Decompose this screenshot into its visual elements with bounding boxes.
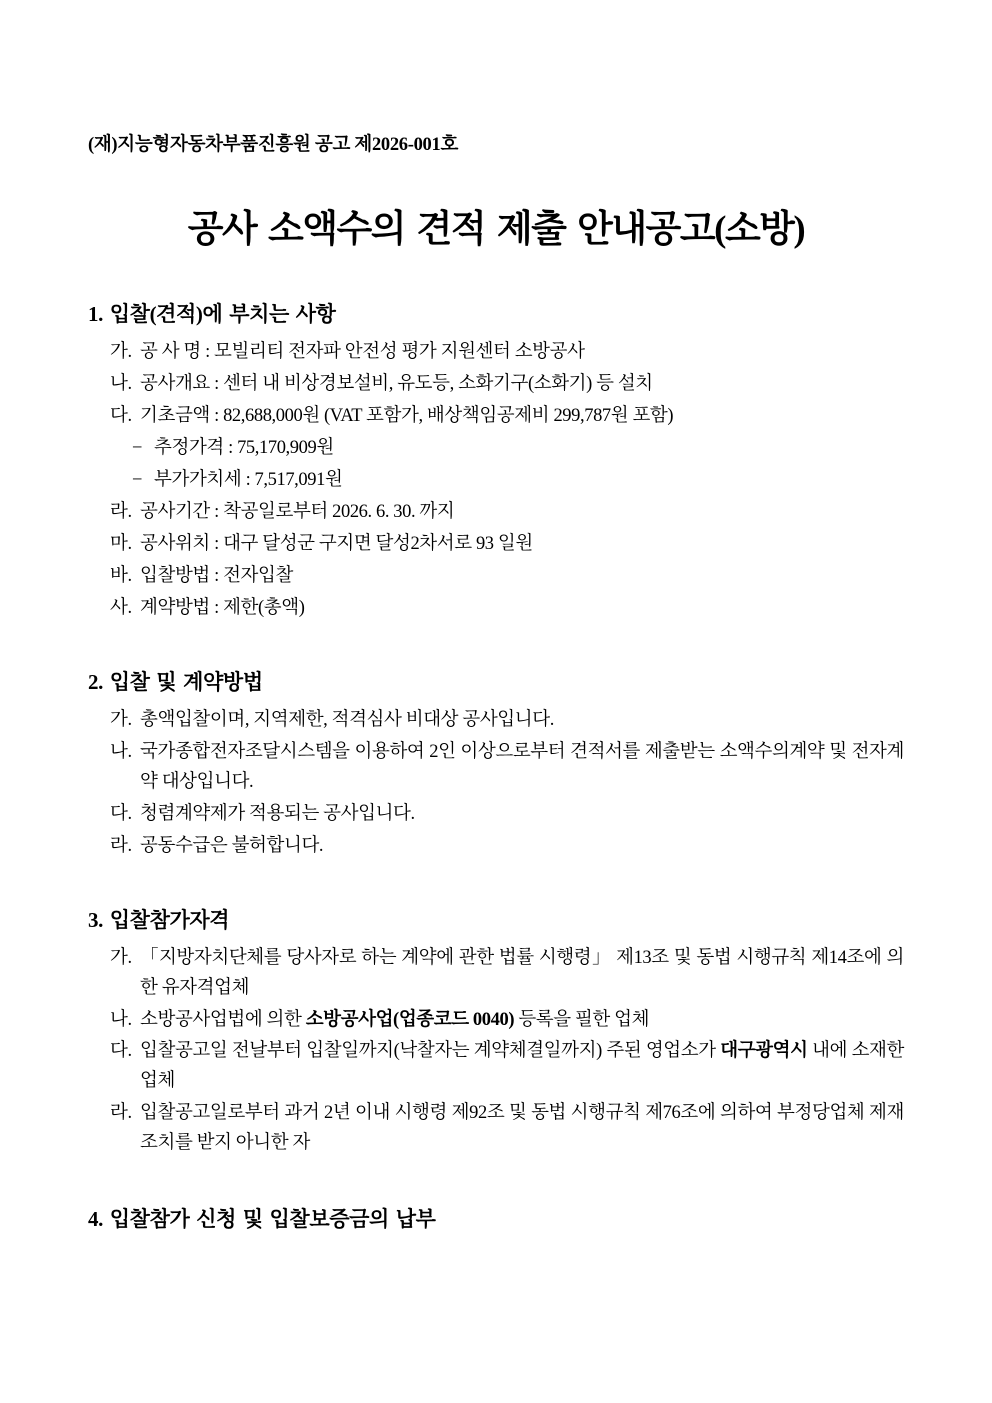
section-4-heading: 4. 입찰참가 신청 및 입찰보증금의 납부: [88, 1207, 436, 1232]
list-text: 입찰공고일로부터 과거 2년 이내 시행령 제92조 및 동법 시행규칙 제76조에 의하여 부정당업체 제재조치를 받지 아니한 자: [140, 1103, 904, 1154]
list-text: [140, 1037, 904, 1097]
list-marker: 가.: [110, 709, 132, 730]
list-item: [88, 1037, 904, 1097]
section-2-heading: 2. 입찰 및 계약방법: [88, 669, 263, 694]
list-text-part: 소방공사업법에 의한: [140, 1009, 306, 1030]
list-item: [88, 738, 904, 798]
list-text: 공사위치 : 대구 달성군 구지면 달성2차서로 93 일원: [140, 533, 533, 554]
list-text: 공동수급은 불허합니다.: [140, 835, 324, 856]
list-text: 추정가격 : 75,170,909원: [154, 437, 334, 458]
list-text: 청렴계약제가 적용되는 공사입니다.: [140, 803, 415, 824]
list-item: [88, 594, 904, 624]
list-marker: −: [132, 437, 143, 458]
list-item-sub: [88, 466, 904, 496]
list-item: [88, 498, 904, 528]
list-marker: 다.: [110, 1041, 132, 1062]
list-text: 공사개요 : 센터 내 비상경보설비, 유도등, 소화기구(소화기) 등 설치: [140, 373, 653, 394]
list-text: 공사기간 : 착공일로부터 2026. 6. 30. 까지: [140, 501, 455, 522]
document-title: 공사 소액수의 견적 제출 안내공고(소방): [187, 209, 805, 250]
list-marker: 나.: [110, 741, 132, 762]
list-text: 입찰방법 : 전자입찰: [140, 565, 293, 586]
list-text: [140, 1006, 904, 1036]
list-marker: 다.: [110, 405, 132, 426]
section-1: [88, 298, 904, 624]
list-item: [88, 402, 904, 432]
list-text: 기초금액 : 82,688,000원 (VAT 포함가, 배상책임공제비 299,787원 포함): [140, 405, 674, 426]
list-marker: 나.: [110, 373, 132, 394]
section-3-heading: 3. 입찰참가자격: [88, 907, 230, 932]
list-item: [88, 370, 904, 400]
list-text: 공 사 명 : 모빌리티 전자파 안전성 평가 지원센터 소방공사: [140, 342, 585, 362]
list-marker: 라.: [110, 1103, 132, 1124]
list-marker: 나.: [110, 1009, 132, 1030]
list-text-emphasis: 대구광역시: [720, 1041, 808, 1062]
list-marker: 다.: [110, 803, 132, 824]
list-item: [88, 530, 904, 560]
list-text-part: 등록을 필한 업체: [514, 1009, 650, 1030]
list-item: [88, 944, 904, 1004]
list-text: 계약방법 : 제한(총액): [140, 597, 305, 618]
list-text: 「지방자치단체를 당사자로 하는 계약에 관한 법률 시행령」 제13조 및 동법 시행규칙 제14조에 의한 유자격업체: [140, 947, 904, 998]
list-text-part: 내에 소재한 업체: [140, 1041, 904, 1092]
list-marker: 마.: [110, 533, 132, 554]
list-item: [88, 706, 904, 736]
list-marker: 바.: [110, 565, 132, 586]
list-text-part: 입찰공고일 전날부터 입찰일까지(낙찰자는 계약체결일까지) 주된 영업소가: [140, 1041, 721, 1062]
list-marker: 가.: [110, 342, 132, 362]
list-marker: 사.: [110, 597, 132, 618]
list-item: [88, 800, 904, 830]
list-text: 국가종합전자조달시스템을 이용하여 2인 이상으로부터 견적서를 제출받는 소액수의계약 및 전자계약 대상입니다.: [140, 741, 904, 792]
spacer: [88, 650, 904, 666]
list-item: [88, 338, 904, 368]
list-text-emphasis: 소방공사업(업종코드 0040): [305, 1009, 515, 1030]
list-marker: 라.: [110, 835, 132, 856]
list-item: [88, 1006, 904, 1036]
section-3: [88, 904, 904, 1160]
section-2: [88, 666, 904, 862]
spacer: [88, 888, 904, 904]
list-text: 총액입찰이며, 지역제한, 적격심사 비대상 공사입니다.: [140, 709, 554, 730]
list-item: [88, 1099, 904, 1159]
section-1-heading: 1. 입찰(견적)에 부치는 사항: [88, 302, 336, 326]
list-text: 부가가치세 : 7,517,091원: [154, 469, 343, 490]
document-number: (재)지능형자동차부품진흥원 공고 제2026-001호: [88, 135, 459, 155]
list-item-sub: [88, 434, 904, 464]
list-marker: 가.: [110, 947, 132, 968]
list-item: [88, 832, 904, 862]
list-marker: 라.: [110, 501, 132, 522]
list-marker: −: [132, 469, 143, 490]
section-4: [88, 1203, 904, 1233]
list-item: [88, 562, 904, 592]
